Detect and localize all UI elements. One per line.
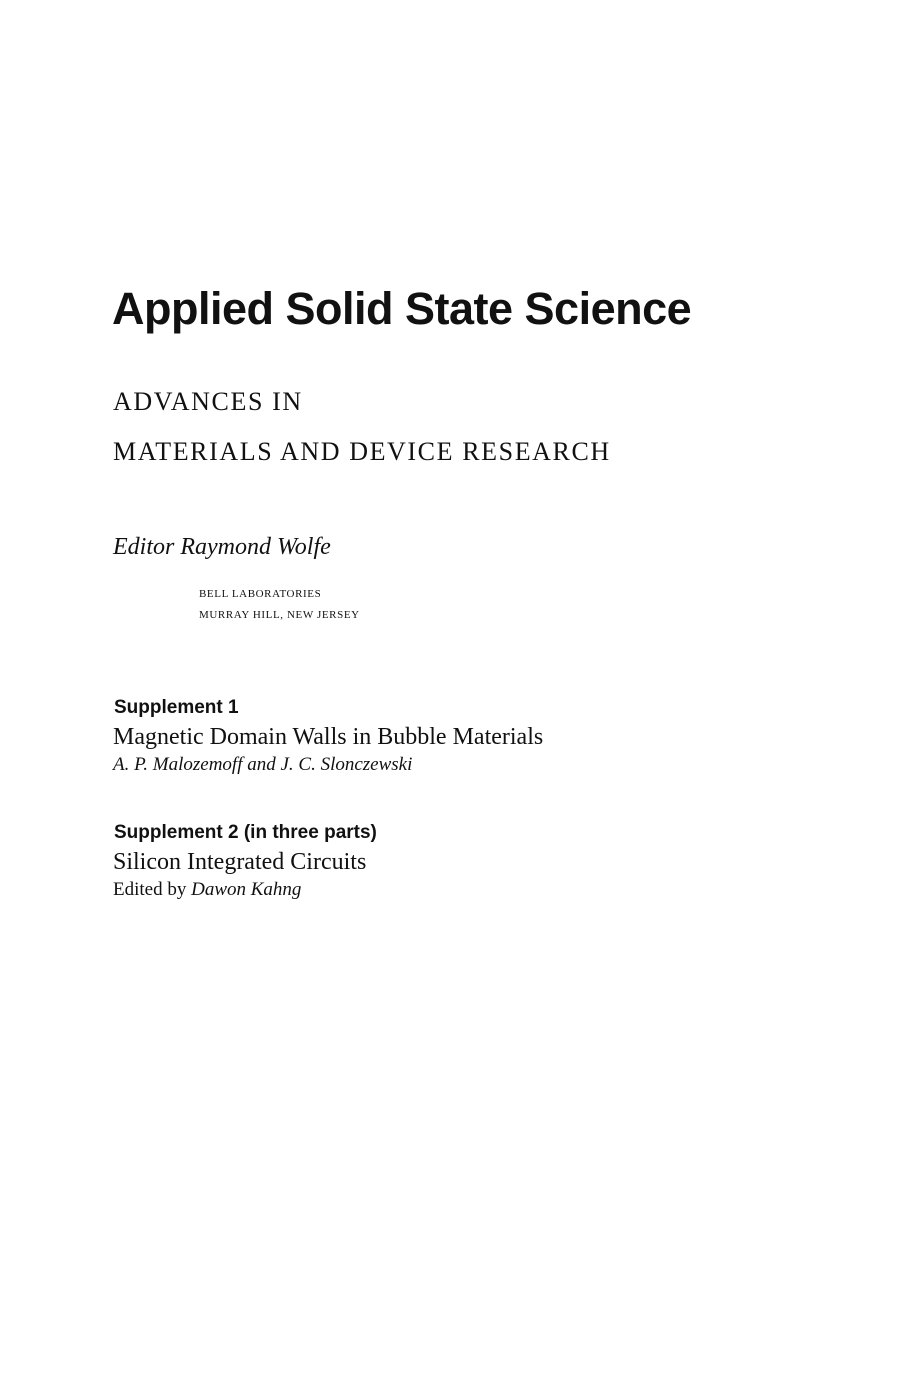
supplement-2-title: Silicon Integrated Circuits bbox=[113, 849, 367, 875]
supplement-1-title: Magnetic Domain Walls in Bubble Materials bbox=[113, 724, 544, 750]
series-subtitle-line-2: MATERIALS AND DEVICE RESEARCH bbox=[113, 437, 611, 466]
supplement-1-authors: A. P. Malozemoff and J. C. Slonczewski bbox=[113, 754, 413, 775]
editor-line: Editor Raymond Wolfe bbox=[113, 534, 331, 560]
supplement-1-heading: Supplement 1 bbox=[114, 697, 239, 718]
editor-affiliation-line-1: BELL LABORATORIES bbox=[199, 588, 322, 600]
supplement-2-editor-prefix: Edited by bbox=[113, 879, 187, 900]
editor-affiliation-line-2: MURRAY HILL, NEW JERSEY bbox=[199, 609, 360, 621]
series-subtitle-line-1: ADVANCES IN bbox=[113, 387, 303, 416]
series-title: Applied Solid State Science bbox=[112, 283, 692, 334]
supplement-2-editor-name: Dawon Kahng bbox=[191, 879, 302, 900]
supplement-2-heading: Supplement 2 (in three parts) bbox=[114, 822, 377, 843]
supplement-2-editor-line bbox=[113, 880, 301, 901]
